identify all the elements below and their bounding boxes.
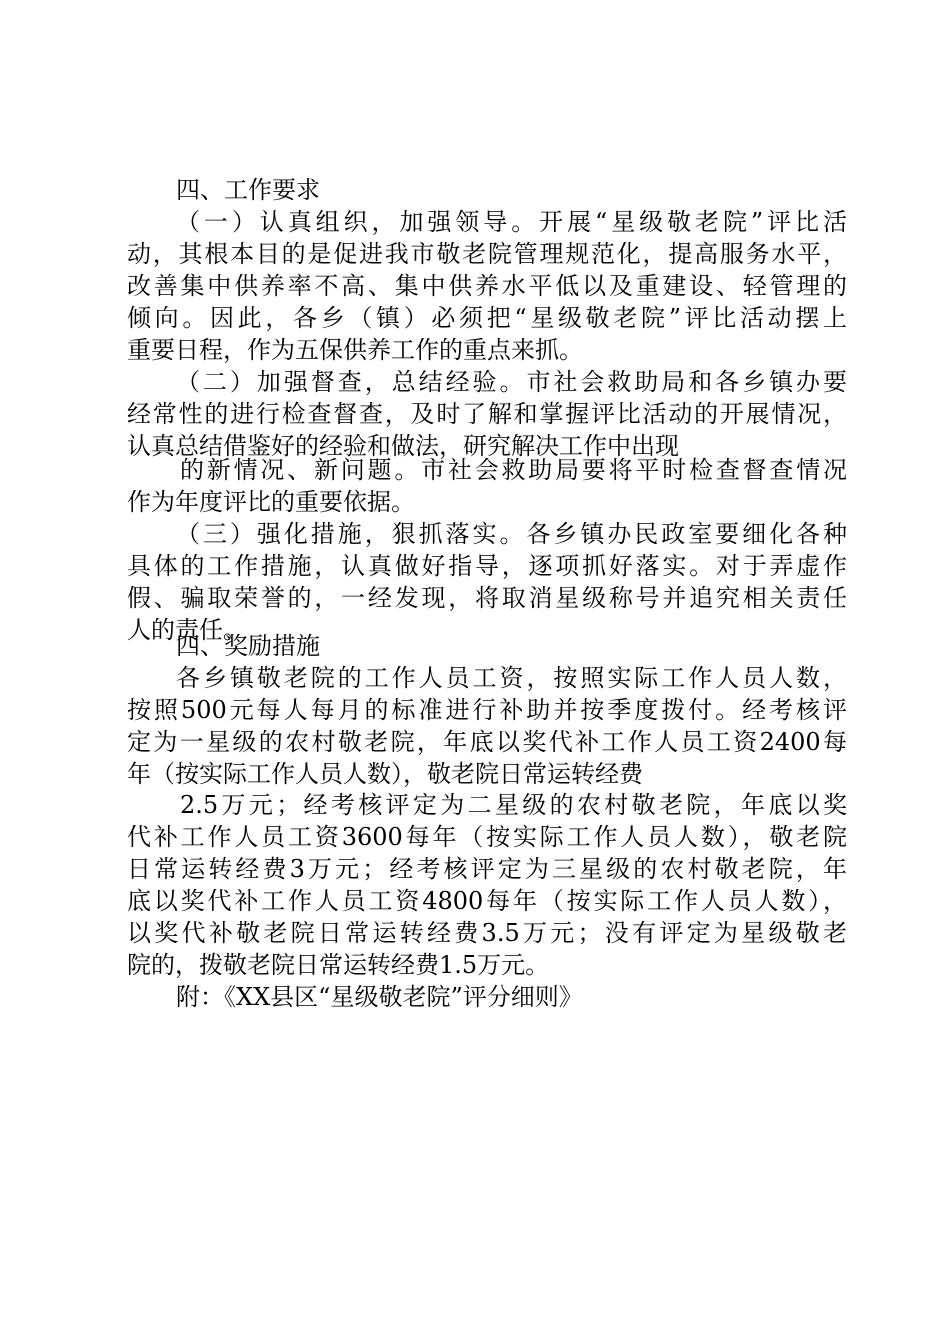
paragraph-line: 认真总结借鉴好的经验和做法，研究解决工作中出现 [127,432,679,460]
paragraph-line: 假、骗取荣誉的，一经发现，将取消星级称号并追究相关责任 [127,584,847,612]
paragraph-line: 作为年度评比的重要依据。 [127,488,415,516]
paragraph-line: 2.5万元；经考核评定为二星级的农村敬老院，年底以奖 [180,791,847,819]
paragraph-line: 经常性的进行检查督查，及时了解和掌握评比活动的开展情况， [127,400,847,428]
paragraph-line: 各乡镇敬老院的工作人员工资，按照实际工作人员人数， [176,664,847,692]
paragraph-line: （三）强化措施，狠抓落实。各乡镇办民政室要细化各种 [176,520,847,548]
paragraph-line: （二）加强督查，总结经验。市社会救助局和各乡镇办要 [176,368,847,396]
paragraph-line: 日常运转经费3万元；经考核评定为三星级的农村敬老院，年 [127,855,847,883]
paragraph-line: 动，其根本目的是促进我市敬老院管理规范化，提高服务水平， [127,240,847,268]
paragraph-line: 院的，拨敬老院日常运转经费1.5万元。 [127,951,550,979]
paragraph-line: 按照500元每人每月的标准进行补助并按季度拨付。经考核评 [127,696,847,724]
paragraph-line: 以奖代补敬老院日常运转经费3.5万元；没有评定为星级敬老 [127,919,847,947]
section-heading-work-requirements: 四、工作要求 [176,176,320,204]
attachment-note: 附：《XX县区“星级敬老院”评分细则》 [176,983,583,1011]
paragraph-line: 具体的工作措施，认真做好指导，逐项抓好落实。对于弄虚作 [127,552,847,580]
paragraph-line: 定为一星级的农村敬老院，年底以奖代补工作人员工资2400每 [127,728,847,756]
paragraph-line: （一）认真组织，加强领导。开展“星级敬老院”评比活 [176,208,847,236]
paragraph-line: 人的责任。 [127,616,247,644]
paragraph-line: 年（按实际工作人员人数），敬老院日常运转经费 [127,760,643,788]
paragraph-line: 倾向。因此，各乡（镇）必须把“星级敬老院”评比活动摆上 [127,304,847,332]
paragraph-line: 重要日程，作为五保供养工作的重点来抓。 [127,336,583,364]
paragraph-line: 改善集中供养率不高、集中供养水平低以及重建设、轻管理的 [127,272,847,300]
paragraph-line: 底以奖代补工作人员工资4800每年（按实际工作人员人数）， [127,887,847,915]
paragraph-line: 的新情况、新问题。市社会救助局要将平时检查督查情况 [180,456,847,484]
paragraph-line: 代补工作人员工资3600每年（按实际工作人员人数），敬老院 [127,823,847,851]
section-heading-reward-measures: 四、奖励措施 [176,632,320,660]
